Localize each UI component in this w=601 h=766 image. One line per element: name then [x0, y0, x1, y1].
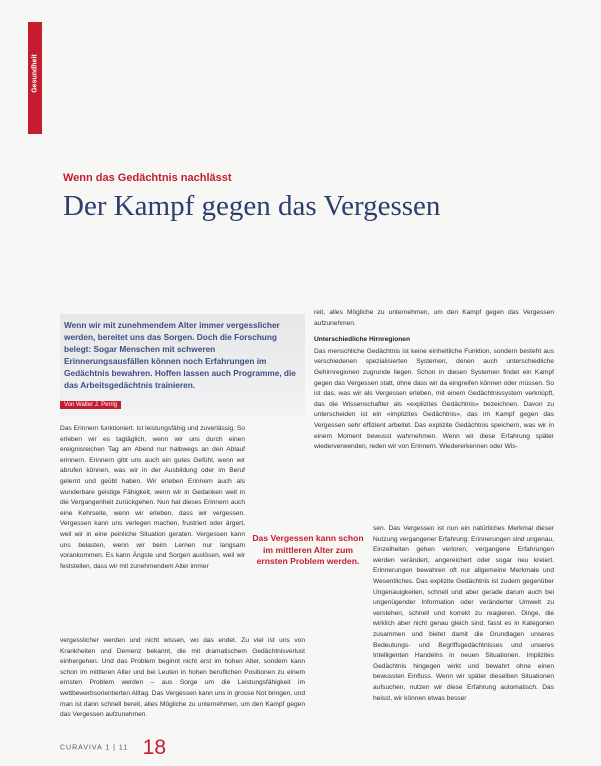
column-2 — [314, 308, 554, 453]
column-2-intro: reit, alles Mögliche zu unternehmen, um den Kampf gegen das Vergessen aufzunehmen. — [314, 309, 554, 327]
kicker: Wenn das Gedächtnis nachlässt — [63, 172, 232, 184]
issue-label: CURAVIVA 1 | 11 — [60, 744, 129, 752]
column-2-text: Das menschliche Gedächtnis ist keine einheitliche Funktion, sondern besteht aus verschiedenen spezialisierten Systemen, denen auch unterschiedliche Gehirnregionen zugrunde liegen. Schon in diesen Systemen findet ein Kampf gegen das Vergessen statt, ohne dass wir da eingreifen können oder müssen. So ist das, was wir als Vergessen erleben, mit einem Gedächtnissystem verknüpft, das die Wissenschaftler als «explizites Gedächtnis» bezeichnen. Davon zu unterscheiden ist ein «implizites Gedächtnis», das im Kampf gegen das Vergessen sehr effizient arbeitet. Das explizite Gedächtnis speichern, was wir in einem Moment bewusst wahrnehmen. Wenn wir diese Erfahrung später wiederverwenden, reden wir von Erinnern. Wiedererkennen oder Wis- — [314, 347, 554, 451]
footer — [60, 736, 166, 760]
column-1 — [60, 424, 245, 572]
subheading: Unterschiedliche Hirnregionen — [314, 336, 410, 344]
headline: Der Kampf gegen das Vergessen — [63, 190, 441, 222]
column-1-bottom — [60, 636, 305, 721]
column-1-bottom-text: vergesslicher werden und nicht wissen, wo das endet. Zu viel ist uns von Krankheiten und Demenz bekannt, die mit dramatischem Gedächtnisverlust einhergehen. Und das Problem beginnt nicht erst im hohen Alter, sondern kann schon im mittleren Alter und bei Leuten in hohen beruflichen Positionen zu einem ernsten Problem werden – aus Sorge um die Leistungsfähigkeit im wettbewerbsorientierten Alltag. Das Vergessen kann uns in grosse Not bringen, und man ist dann schnell bereit, alles Mögliche zu unternehmen, um den Kampf gegen das Vergessen aufzunehmen. — [60, 637, 305, 719]
page-number: 18 — [142, 736, 166, 759]
column-2-bottom-text: sen. Das Vergessen ist nun ein natürliches Merkmal dieser Nutzung vergangener Erfahrung: Erinnerungen sind ungenau, Einzelheiten gehen verloren, vergangene Erfahrungen werden verändert, angereichert oder sogar neu kreiert. Erinnerungen bewahren oft nur allgemeine Merkmale und Wesentliches. Das explizite Gedächtnis ist zudem gegenüber Ungenauigkeiten, schnell und aber gerade darum auch bei ungenügender Information oder veränderter Umwelt zu verstehen, schnell und korrekt zu reagieren. Dinge, die wirklich aber nicht genau gleich sind, fasst es in Kategorien zusammen und bietet damit die Grundlagen unseres Bedeutungs- und Begriffsgedächtnisses und unseres Intelligenten Handelns in neuen Situationen. Implizites Gedächtnis hingegen wirkt und bewahrt ohne einen bewussten Einfluss. Wenn wir später dieselben Situationen aufsuchen, nutzen wir diese Erfahrung automatisch. Das heisst, wir können etwas besser — [373, 525, 554, 702]
column-1-text: Das Erinnern funktioniert. Ist leistungsfähig und zuverlässig. So erleben wir es tagtäglich, wenn wir uns durch einen ereignisreichen Tag am Abend nur halbwegs an den Ablauf erinnern. Erinnern gibt uns auch ein gutes Gefühl, wenn wir abrufen können, was wir in der Ausbildung oder im Beruf gelernt und geübt haben. Wir erleben Erinnern auch als wunderbare geistige Fähigkeit, wenn wir in Gedanken weit in die Vergangenheit zurückgehen. Nun hat dieses Erinnern auch eine Kehrseite, wenn wir erleben, dass wir vergessen. Vergessen kann uns verlegen machen, frustriert oder ärgert, weil wir in eine peinliche Situation geraten. Vergessen kann uns belasten, wenn wir beim Lernen nur langsam vorankommen. Es kann Ängste und Sorgen auslösen, weil wir feststellen, dass wir mit zunehmendem Alter immer — [60, 425, 245, 570]
lead-text: Wenn wir mit zunehmendem Alter immer vergesslicher werden, bereitet uns das Sorgen. Doch die Forschung belegt: Sogar Menschen mit schweren Erinnerungsausfällen können noch Erfahrungen im Gedächtnis bewahren. Hoffen lassen auch Programme, die das Arbeitsgedächtnis trainieren. — [64, 320, 296, 390]
byline: Von Walter J. Perrig — [60, 401, 121, 409]
column-2-bottom — [373, 524, 554, 704]
pullquote: Das Vergessen kann schon im mittleren Alter zum ernsten Problem werden. — [252, 533, 364, 566]
section-tab — [28, 22, 42, 134]
section-tab-label: Gesundheit — [31, 54, 39, 93]
